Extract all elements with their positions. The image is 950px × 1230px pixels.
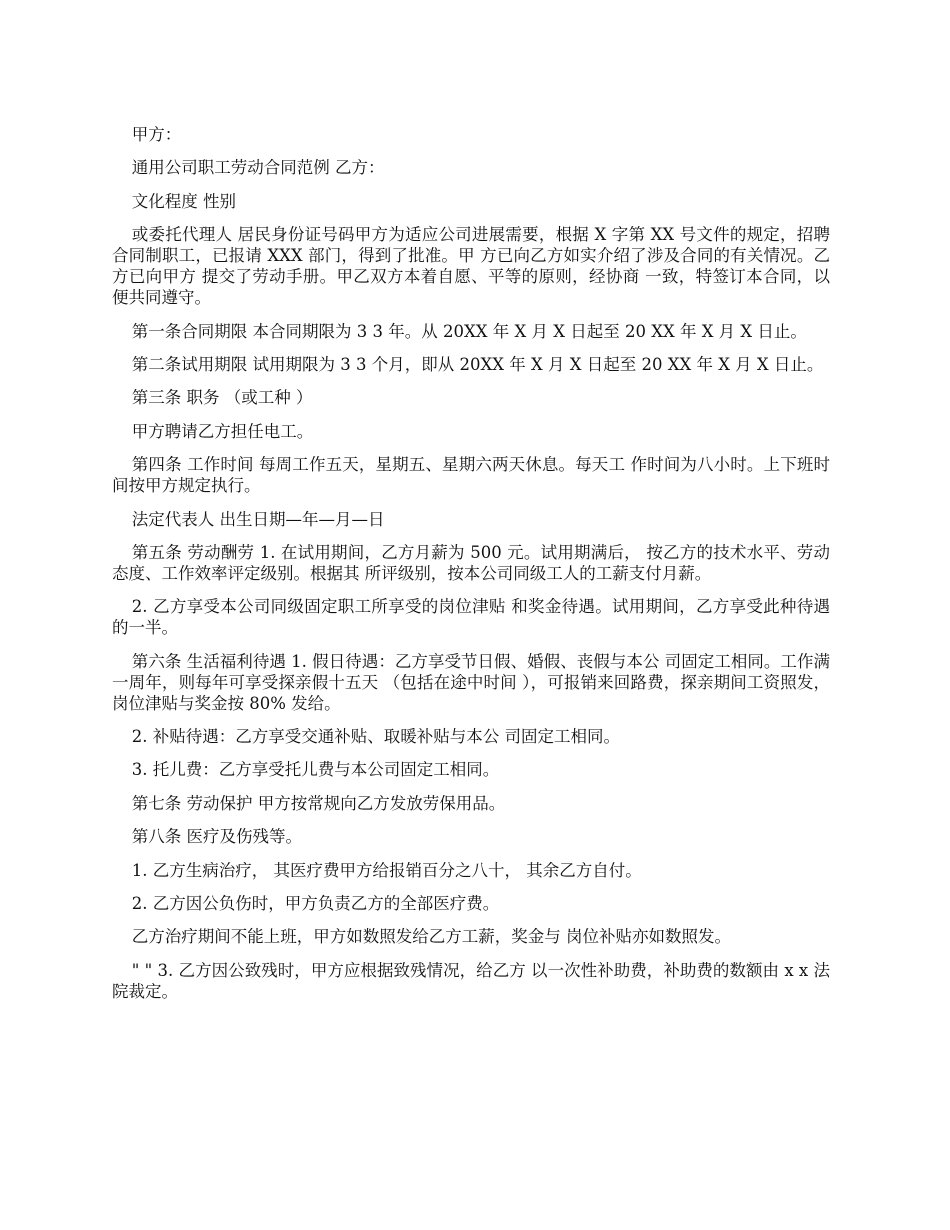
paragraph-article-5-item-2: 2. 乙方享受本公司同级固定职工所享受的岗位津贴 和奖金待遇。试用期间，乙方享受此种待遇的一半。 (112, 597, 830, 638)
paragraph-article-8: 第八条 医疗及伤残等。 (131, 827, 303, 847)
paragraph-title-party-b: 通用公司职工劳动合同范例 乙方： (131, 158, 385, 178)
paragraph-article-3: 第三条 职务 （或工种 ） (131, 388, 313, 408)
paragraph-preamble: 或委托代理人 居民身份证号码甲方为适应公司进展需要，根据 X 字第 XX 号文件的规定，招聘合同制职工，已报请 XXX 部门，得到了批准。甲 方已向乙方如实介绍了涉及合同的有关情况。乙方已向甲方 提交了劳动手册。甲乙双方本着自愿、平等的原则，经协商 一致，特签订本合同，以便共同遵守。 (112, 225, 830, 308)
paragraph-article-8-item-1: 1. 乙方生病治疗， 其医疗费甲方给报销百分之八十， 其余乙方自付。 (131, 860, 642, 880)
paragraph-article-8-item-2: 2. 乙方因公负伤时，甲方负责乙方的全部医疗费。 (131, 894, 500, 914)
paragraph-article-6-item-2: 2. 补贴待遇：乙方享受交通补贴、取暖补贴与本公 司固定工相同。 (131, 727, 621, 747)
paragraph-article-4: 第四条 工作时间 每周工作五天，星期五、星期六两天休息。每天工 作时间为八小时。上下班时间按甲方规定执行。 (112, 455, 830, 496)
paragraph-education-gender: 文化程度 性别 (131, 191, 237, 211)
paragraph-article-1: 第一条合同期限 本合同期限为 3 3 年。从 20XX 年 X 月 X 日起至 20 XX 年 X 月 X 日止。 (131, 321, 807, 341)
paragraph-article-3-detail: 甲方聘请乙方担任电工。 (131, 421, 314, 441)
paragraph-article-5: 第五条 劳动酬劳 1. 在试用期间，乙方月薪为 500 元。试用期满后， 按乙方的技术水平、劳动态度、工作效率评定级别。根据其 所评级别，按本公司同级工人的工薪支付月薪。 (112, 542, 830, 583)
paragraph-article-2: 第二条试用期限 试用期限为 3 3 个月，即从 20XX 年 X 月 X 日起至 20 XX 年 X 月 X 日止。 (131, 354, 824, 374)
paragraph-article-6: 第六条 生活福利待遇 1. 假日待遇：乙方享受节日假、婚假、丧假与本公 司固定工相同。工作满一周年，则每年可享受探亲假十五天 （包括在途中时间 ），可报销来回路费，探亲期间工资照发， 岗位津贴与奖金按 80% 发给。 (112, 651, 830, 713)
paragraph-legal-rep: 法定代表人 出生日期—年—月—日 (131, 509, 385, 529)
paragraph-article-8-treatment: 乙方治疗期间不能上班，甲方如数照发给乙方工薪，奖金与 岗位补贴亦如数照发。 (131, 927, 732, 947)
contract-body (112, 124, 830, 1014)
paragraph-article-7: 第七条 劳动保护 甲方按常规向乙方发放劳保用品。 (131, 793, 506, 813)
paragraph-article-6-item-3: 3. 托儿费：乙方享受托儿费与本公司固定工相同。 (131, 760, 500, 780)
paragraph-article-8-item-3: " " 3. 乙方因公致残时，甲方应根据致残情况，给乙方 以一次性补助费，补助费的数额由 x x 法院裁定。 (112, 960, 830, 1001)
paragraph-party-a: 甲方： (131, 125, 182, 144)
